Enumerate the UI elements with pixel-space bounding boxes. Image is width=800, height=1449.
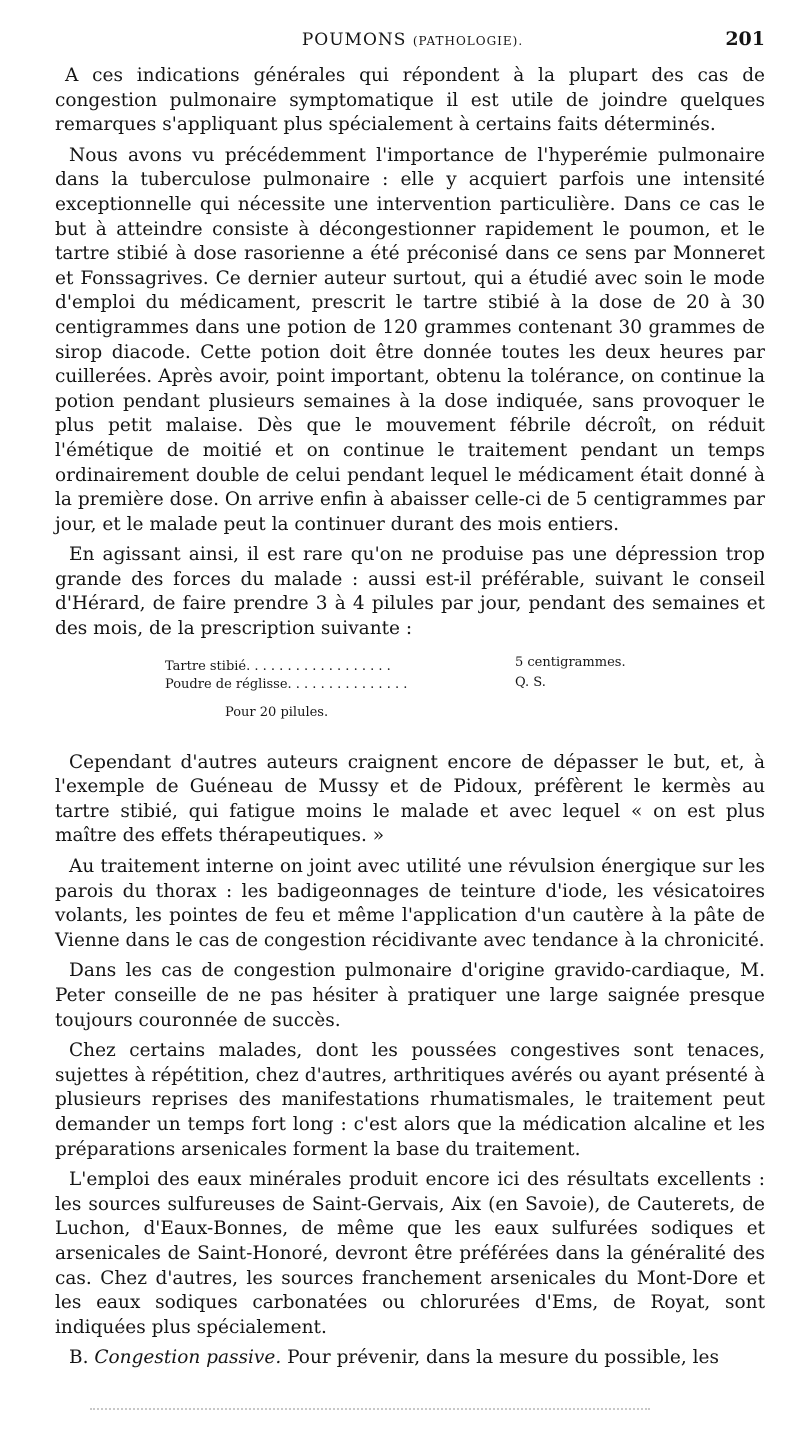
paragraph: L'emploi des eaux minérales produit encore ici des résultats excellents : les sources sulfureuses de Saint-Gervais, Aix (en Savoie), de Cauterets, de Luchon, d'Eaux-Bonnes, de même que les eaux sulfurées sodiques et arsenicales de Saint-Honoré, devront être préférées dans la généralité des cas. Chez d'autres, les sources franchement arsenicales du Mont-Dore et les eaux sodiques carbonatées ou chlorurées d'Ems, de Royat, sont indiquées plus spécialement. xyxy=(55,1169,765,1338)
dot-leader: . . . . . . . . . . . . . . . xyxy=(287,676,408,692)
running-header xyxy=(60,30,765,56)
running-title xyxy=(60,30,765,50)
section-heading: Congestion passive. xyxy=(94,1347,282,1369)
paragraph: Dans les cas de congestion pulmonaire d'origine gravido-cardiaque, M. Peter conseille de ne pas hésiter à pratiquer une large saignée presque toujours couronnée de succès. xyxy=(55,960,765,1031)
prescription-ingredient: Tartre stibié. . . . . . . . . . . . . . . . . . xyxy=(165,658,391,674)
paragraph: A ces indications générales qui répondent à la plupart des cas de congestion pulmonaire symptomatique il est utile de joindre quelques remarques s'appliquant plus spécialement à certains faits déterminés. xyxy=(55,65,765,136)
section-heading-line xyxy=(55,1346,765,1371)
prescription-block xyxy=(55,654,765,721)
body-text xyxy=(55,64,765,1377)
prescription-quantity: Q. S. xyxy=(515,674,546,690)
paragraph: Nous avons vu précédemment l'importance de l'hyperémie pulmonaire dans la tuberculose pulmonaire : elle y acquiert parfois une intensité exceptionnelle qui nécessite une intervention particulière. Dans ce cas le but à atteindre consiste à décongestionner rapidement le poumon, et le tartre stibié à dose rasorienne a été préconisé dans ce sens par Monneret et Fonssagrives. Ce dernier auteur surtout, qui a étudié avec soin le mode d'emploi du médicament, prescrit le tartre stibié à la dose de 20 à 30 centigrammes dans une potion de 120 grammes contenant 30 grammes de sirop diacode. Cette potion doit être donnée toutes les deux heures par cuillerées. Après avoir, point important, obtenu la tolérance, on continue la potion pendant plusieurs semaines à la dose indiquée, sans provoquer le plus petit malaise. Dès que le mouvement fébrile décroît, on réduit l'émétique de moitié et on continue le traitement pendant un temps ordinairement double de celui pendant lequel le médicament était donné à la première dose. On arrive enfin à abaisser celle-ci de 5 centigrammes par jour, et le malade peut la continuer durant des mois entiers. xyxy=(55,144,765,535)
running-title-main: POUMONS xyxy=(301,30,407,50)
paragraph: En agissant ainsi, il est rare qu'on ne produise pas une dépression trop grande des forces du malade : aussi est-il préférable, suivant le conseil d'Hérard, de faire prendre 3 à 4 pilules par jour, pendant des semaines et des mois, de la prescription suivante : xyxy=(55,544,765,640)
section-text: Pour prévenir, dans la mesure du possible, les xyxy=(287,1347,719,1369)
prescription-quantity: 5 centigrammes. xyxy=(515,654,626,670)
prescription-row xyxy=(55,654,765,676)
prescription-yield: Pour 20 pilules. xyxy=(225,704,329,720)
running-title-sub: (PATHOLOGIE). xyxy=(412,34,524,48)
paragraph: Cependant d'autres auteurs craignent encore de dépasser le but, et, à l'exemple de Guéneau de Mussy et de Pidoux, préfèrent le kermès au tartre stibié, qui fatigue moins le malade et avec lequel « on est plus maître des effets thérapeutiques. » xyxy=(55,751,765,847)
dot-leader: . . . . . . . . . . . . . . . . . . xyxy=(246,658,391,674)
page-number: 201 xyxy=(725,28,765,50)
prescription-ingredient: Poudre de réglisse. . . . . . . . . . . . . . . xyxy=(165,676,408,692)
bottom-scan-noise xyxy=(90,1408,650,1410)
section-label: B. xyxy=(69,1347,89,1369)
prescription-row xyxy=(55,676,765,694)
paragraph: Au traitement interne on joint avec utilité une révulsion énergique sur les parois du thorax : les badigeonnages de teinture d'iode, les vésicatoires volants, les pointes de feu et même l'application d'un cautère à la pâte de Vienne dans le cas de congestion récidivante avec tendance à la chronicité. xyxy=(55,856,765,951)
paragraph: Chez certains malades, dont les poussées congestives sont tenaces, sujettes à répétition, chez d'autres, arthritiques avérés ou ayant présenté à plusieurs reprises des manifestations rhumatismales, le traitement peut demander un temps fort long : c'est alors que la médication alcaline et les préparations arsenicales forment la base du traitement. xyxy=(55,1040,765,1160)
